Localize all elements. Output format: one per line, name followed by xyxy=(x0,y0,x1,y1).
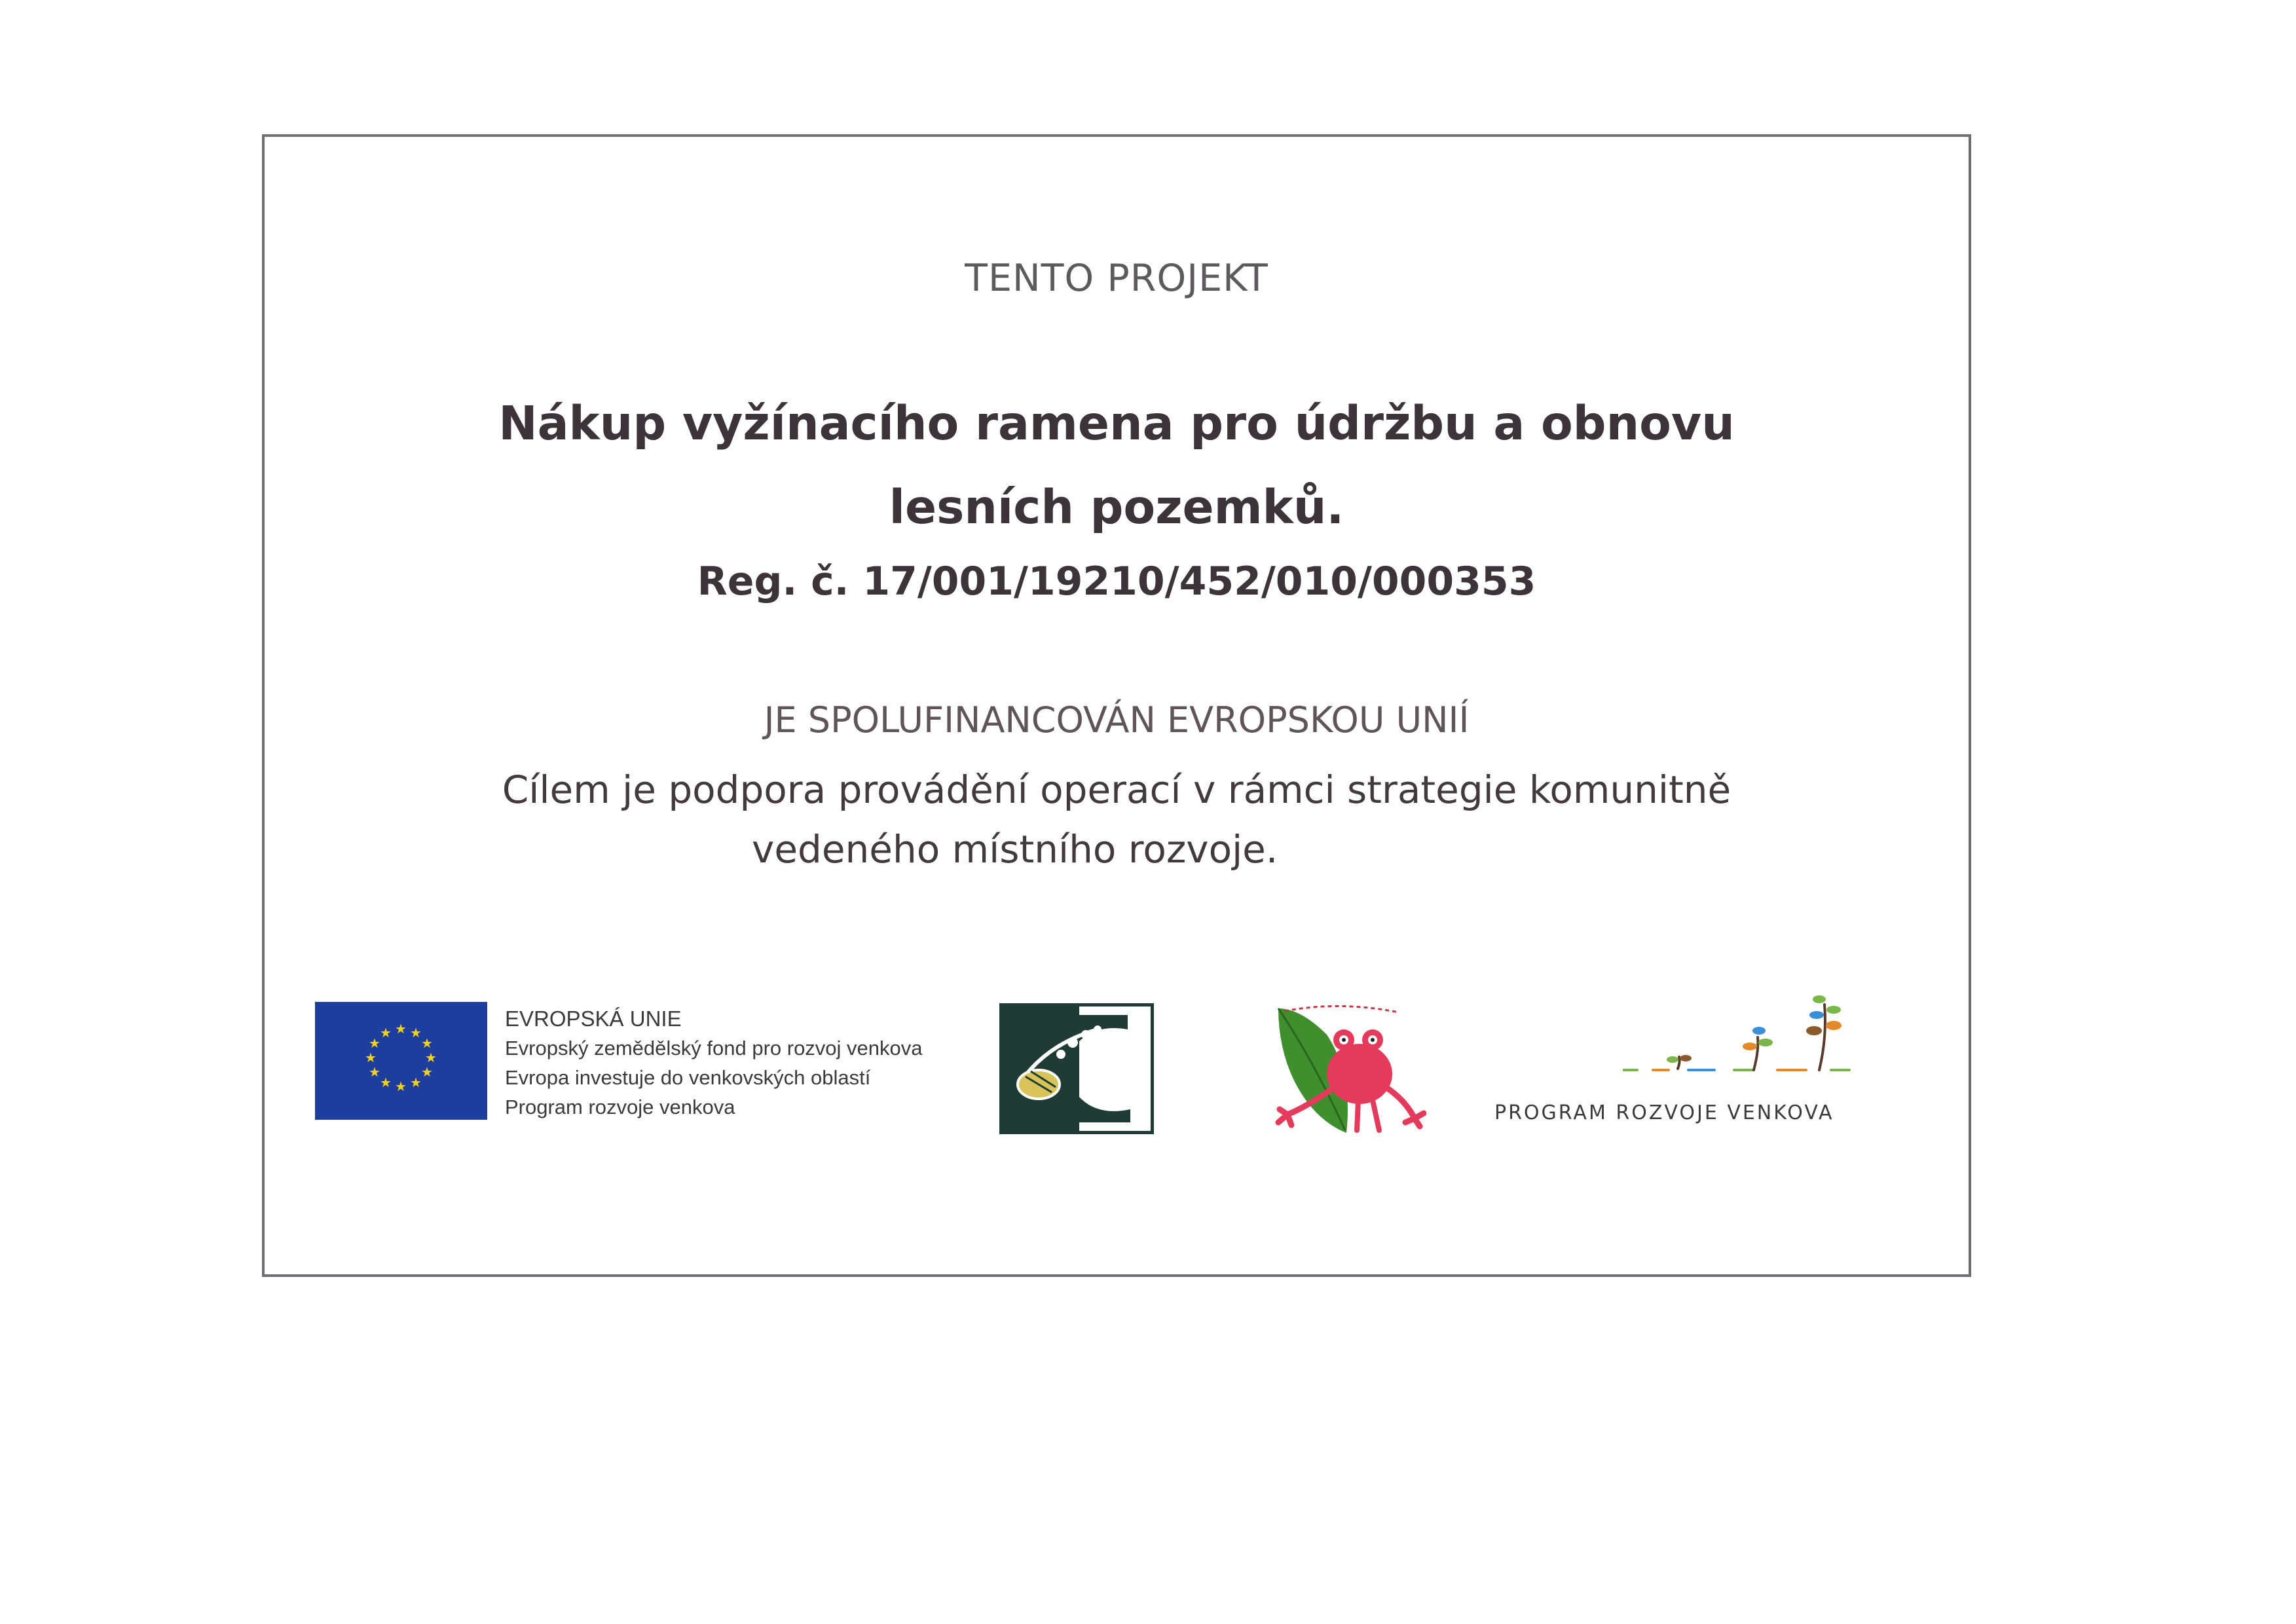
goal-line-1: Cílem je podpora provádění operací v rámci strategie komunitně xyxy=(502,767,1731,812)
svg-text:★: ★ xyxy=(421,1064,433,1080)
svg-text:★: ★ xyxy=(425,1050,437,1065)
eu-program-line: Program rozvoje venkova xyxy=(505,1096,735,1118)
svg-text:★: ★ xyxy=(395,1021,407,1037)
growing-plants-logo-icon xyxy=(1623,991,1865,1077)
leader-logo-icon xyxy=(999,1003,1154,1134)
frog-leaf-logo-icon xyxy=(1274,1002,1426,1141)
eu-heading: EVROPSKÁ UNIE xyxy=(505,1006,682,1031)
svg-text:★: ★ xyxy=(395,1079,407,1094)
goal-line-2: vedeného místního rozvoje. xyxy=(752,827,1278,872)
cofinancing-statement: JE SPOLUFINANCOVÁN EVROPSKOU UNIÍ xyxy=(764,699,1470,741)
svg-text:★: ★ xyxy=(410,1075,422,1090)
svg-text:★: ★ xyxy=(365,1050,377,1065)
eu-invest-line: Evropa investuje do venkovských oblastí xyxy=(505,1066,871,1089)
project-title-line-1: Nákup vyžínacího ramena pro údržbu a obnovu xyxy=(498,396,1735,451)
project-title-line-2: lesních pozemků. xyxy=(889,480,1344,534)
eu-fund-line: Evropský zemědělský fond pro rozvoj venkova xyxy=(505,1037,923,1060)
svg-text:★: ★ xyxy=(369,1064,380,1080)
eu-text-block xyxy=(505,1004,923,1122)
eu-flag-icon xyxy=(315,1002,487,1120)
registration-number: Reg. č. 17/001/19210/452/010/000353 xyxy=(697,559,1536,604)
svg-text:★: ★ xyxy=(380,1025,392,1041)
svg-text:★: ★ xyxy=(369,1035,380,1051)
prv-caption: PROGRAM ROZVOJE VENKOVA xyxy=(1494,1101,1834,1124)
project-kicker: TENTO PROJEKT xyxy=(965,257,1268,300)
svg-text:★: ★ xyxy=(421,1035,433,1051)
svg-text:★: ★ xyxy=(410,1025,422,1041)
svg-text:★: ★ xyxy=(380,1075,392,1090)
